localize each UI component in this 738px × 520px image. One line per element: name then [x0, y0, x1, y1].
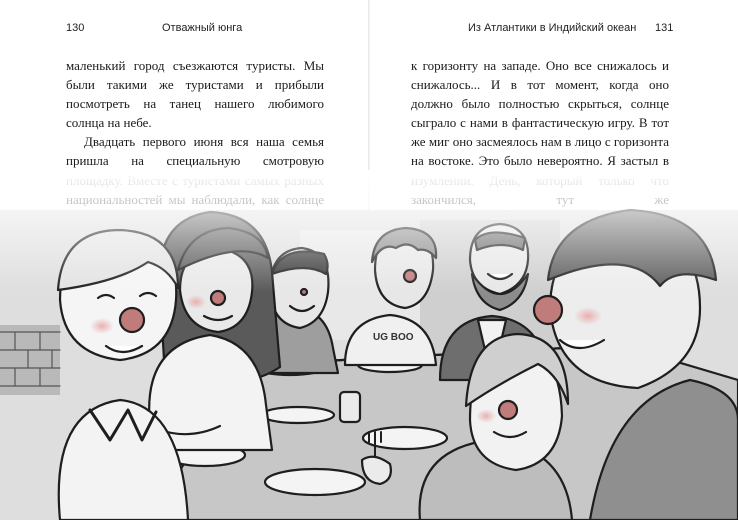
right-running-title: Из Атлантики в Индийский океан: [468, 22, 637, 34]
right-page-number: 131: [655, 22, 674, 34]
left-running-title: Отважный юнга: [162, 22, 243, 34]
left-page-number: 130: [66, 22, 85, 34]
left-paragraph-2: Двадцать первого июня вся наша семья пришла на специальную смотровую: [66, 134, 324, 169]
left-paragraph-1: маленький город съезжаются туристы. Мы были такими же туристами и прибыли посмотреть на танец нашего любимого солнца на небе.: [66, 58, 324, 131]
right-paragraph-1: к горизонту на западе. Оно все снижалось и снижалось... И в тот момент, когда оно должно было полностью скрыться, солнце сыграло с нами в фантастическую игру. В тот же миг оно засмеялось нам в лицо с горизонта на востоке. Это было невероятно. Я застыл в: [411, 58, 669, 169]
family-dinner-illustration: [0, 170, 738, 520]
